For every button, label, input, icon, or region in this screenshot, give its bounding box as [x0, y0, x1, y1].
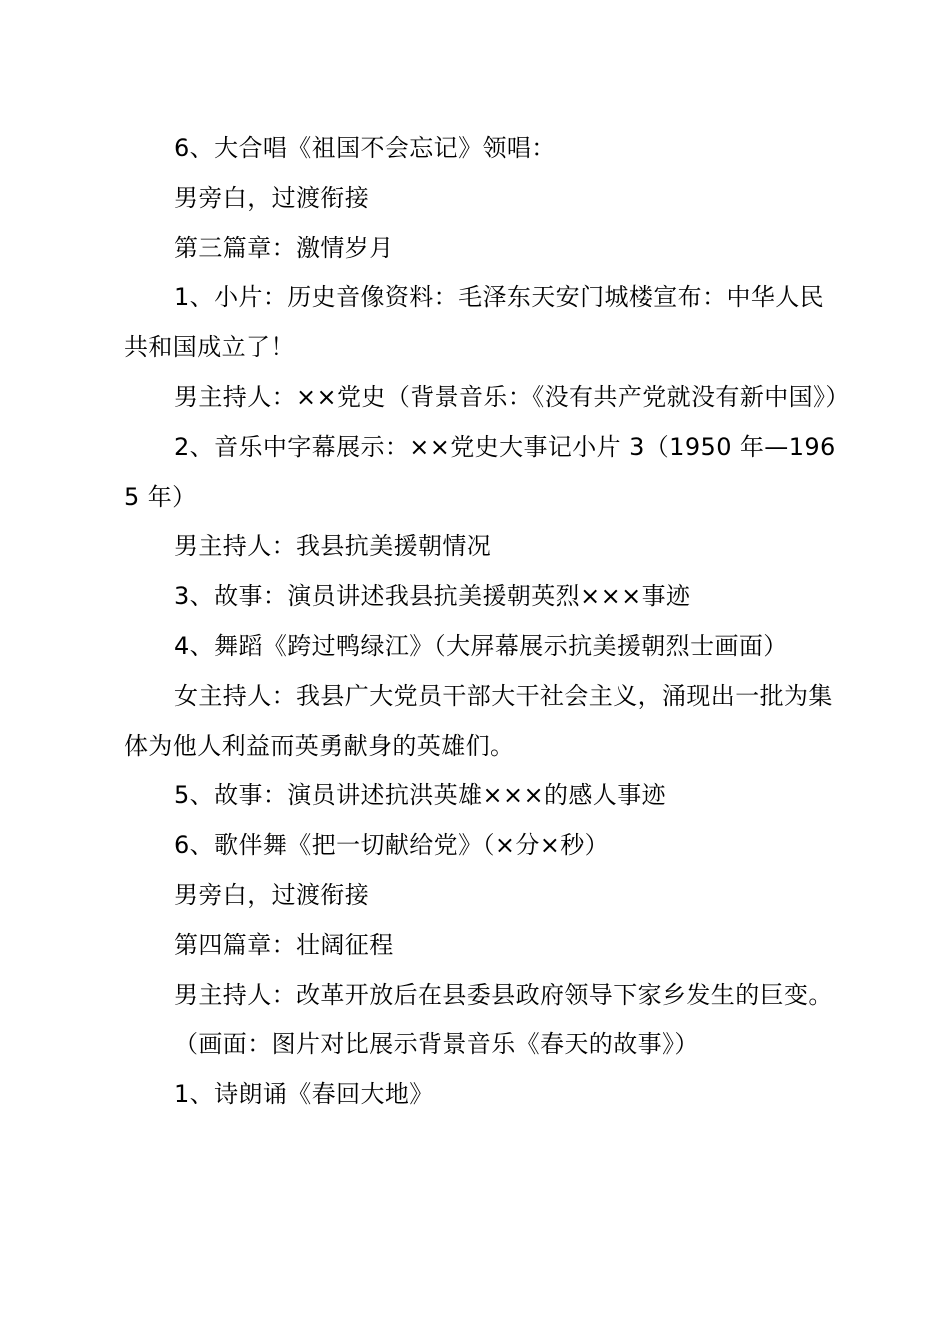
- paragraph-narration-transition-1: 男旁白，过渡衔接: [174, 183, 370, 212]
- paragraph-chorus: 6、大合唱《祖国不会忘记》领唱：: [174, 134, 556, 162]
- paragraph-story-martyr: 3、故事：演员讲述我县抗美援朝英烈×××事迹: [174, 582, 691, 611]
- paragraph-female-host-heroes: 女主持人：我县广大党员干部大干社会主义，涌现出一批为集体为他人利益而英勇献身的英雄们。: [124, 681, 833, 760]
- document-body: [124, 124, 850, 1120]
- paragraph-song-dance: 6、歌伴舞《把一切献给党》（×分×秒）: [174, 831, 610, 860]
- paragraph-male-host-reform: 男主持人：改革开放后在县委县政府领导下家乡发生的巨变。: [174, 980, 833, 1009]
- paragraph-historical-footage: 1、小片：历史音像资料：毛泽东天安门城楼宣布：中华人民共和国成立了！: [124, 283, 825, 362]
- paragraph-poetry-recital: 1、诗朗诵《春回大地》: [174, 1080, 434, 1109]
- paragraph-dance-yalu: 4、舞蹈《跨过鸭绿江》（大屏幕展示抗美援朝烈士画面）: [174, 631, 788, 660]
- paragraph-screen-comparison: （画面：图片对比展示背景音乐《春天的故事》）: [174, 1030, 699, 1059]
- paragraph-subtitle-display: 2、音乐中字幕展示：××党史大事记小片 3（1950 年—1965 年）: [124, 432, 836, 511]
- paragraph-male-host-party-history: 男主持人：××党史（背景音乐：《没有共产党就没有新中国》）: [174, 382, 850, 411]
- paragraph-story-flood-hero: 5、故事：演员讲述抗洪英雄×××的感人事迹: [174, 781, 666, 810]
- paragraph-narration-transition-2: 男旁白，过渡衔接: [174, 880, 370, 909]
- paragraph-chapter-four-title: 第四篇章：壮阔征程: [174, 930, 394, 959]
- paragraph-chapter-three-title: 第三篇章：激情岁月: [174, 233, 394, 262]
- paragraph-male-host-korean-war: 男主持人：我县抗美援朝情况: [174, 532, 492, 561]
